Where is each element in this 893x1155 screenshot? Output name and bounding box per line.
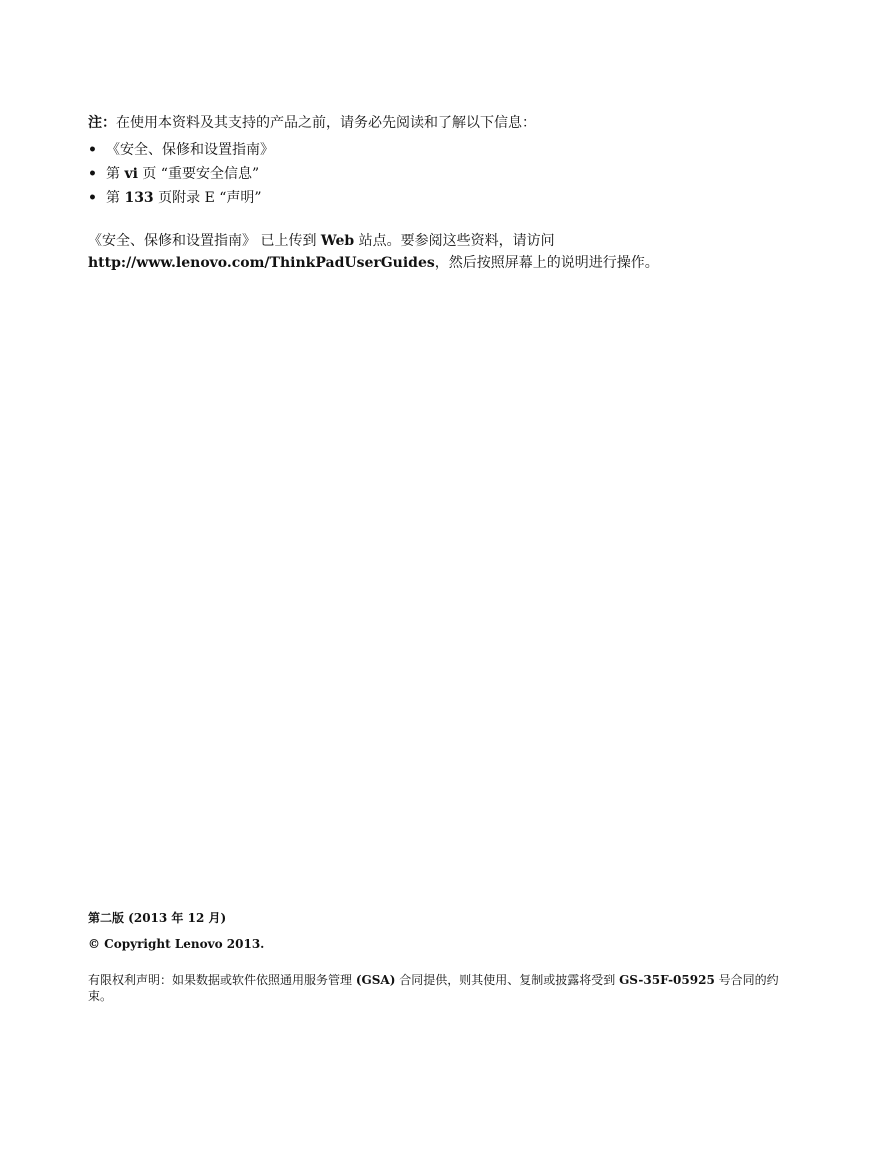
rights-text: 号合同的约束。 xyxy=(88,973,779,1003)
gsa-label: (GSA) xyxy=(355,973,396,987)
list-item-safety-guide xyxy=(88,138,828,162)
web-note-text: 《安全、保修和设置指南》 已上传到 xyxy=(88,233,321,249)
list-item-text: 《安全、保修和设置指南》 xyxy=(106,142,274,158)
user-guides-link[interactable]: http://www.lenovo.com/ThinkPadUserGuides xyxy=(88,255,435,271)
list-item-suffix: 页附录 E “声明” xyxy=(153,190,262,206)
rights-text: 合同提供，则其使用、复制或披露将受到 xyxy=(395,973,620,987)
copyright-line: © Copyright Lenovo 2013. xyxy=(88,937,265,951)
bullet-icon: • xyxy=(88,190,97,206)
web-note-text: 站点。要参阅这些资料，请访问 xyxy=(354,233,555,249)
list-item-prefix: 第 xyxy=(106,166,125,182)
web-keyword: Web xyxy=(320,233,355,249)
web-note-paragraph xyxy=(88,230,848,274)
notice-text: 在使用本资料及其支持的产品之前，请务必先阅读和了解以下信息： xyxy=(116,115,536,131)
notice-block xyxy=(88,112,828,210)
web-note-text: ，然后按照屏幕上的说明进行操作。 xyxy=(434,255,659,271)
page-number: 133 xyxy=(124,190,154,206)
page-number: vi xyxy=(124,166,138,182)
contract-number: GS-35F-05925 xyxy=(619,973,715,987)
bullet-icon: • xyxy=(88,166,97,182)
edition-line: 第二版 (2013 年 12 月) xyxy=(88,911,227,925)
list-item-prefix: 第 xyxy=(106,190,125,206)
rights-text: 有限权利声明：如果数据或软件依照通用服务管理 xyxy=(88,973,356,987)
notice-list xyxy=(88,138,828,210)
restricted-rights-notice xyxy=(88,972,798,1004)
bullet-icon: • xyxy=(88,142,97,158)
list-item-safety-info xyxy=(88,162,828,186)
list-item-suffix: 页 “重要安全信息” xyxy=(137,166,260,182)
list-item-notices xyxy=(88,186,828,210)
notice-label: 注： xyxy=(88,115,116,131)
notice-intro xyxy=(88,112,828,134)
